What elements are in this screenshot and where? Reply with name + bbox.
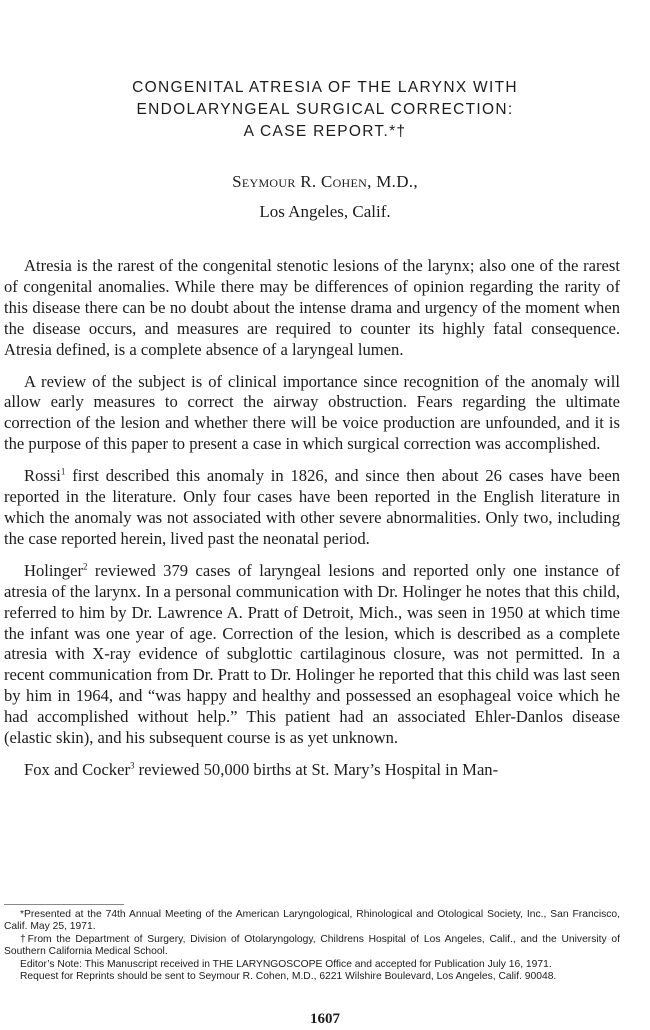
reference-marker: 3 — [130, 760, 135, 771]
cited-author: Holinger — [24, 560, 83, 580]
cited-author: Rossi — [24, 466, 61, 486]
paragraph-2: A review of the subject is of clinical importance since recognition of the anomaly will allow early measures to correct the airway obstruction. Fears regarding the ultimate correction of the lesion and whether there will be voice production are unfounded, and it is the purpose of this paper to present a case in which surgical correction was accomplished. — [4, 371, 620, 454]
author-degree: , M.D., — [367, 172, 418, 191]
footnote-divider — [4, 904, 124, 905]
author-location: Los Angeles, Calif. — [259, 202, 391, 221]
paragraph-text: reviewed 50,000 births at St. Mary’s Hospital in Man- — [134, 759, 499, 779]
author-name: Seymour R. Cohen — [232, 172, 368, 191]
article-body — [4, 256, 620, 781]
title-line-2: ENDOLARYNGEAL SURGICAL CORRECTION: — [136, 101, 514, 118]
title-line-3: A CASE REPORT.*† — [243, 123, 407, 140]
title-line-1: CONGENITAL ATRESIA OF THE LARYNX WITH — [132, 79, 518, 96]
paragraph-1: Atresia is the rarest of the congenital stenotic lesions of the larynx; also one of the rarest of congenital anomalies. While there may be differences of opinion regarding the rarity of this disease there can be no doubt about the intense drama and urgency of the moment when the disease occurs, and measures are required to counter its highly fatal consequence. Atresia defined, is a complete absence of a laryngeal lumen. — [4, 256, 620, 359]
paragraph-3 — [4, 466, 620, 550]
footnote-reprints: Request for Reprints should be sent to Seymour R. Cohen, M.D., 6221 Wilshire Boulevard, Los Angeles, Calif. 90048. — [20, 971, 557, 983]
reference-marker: 2 — [83, 561, 88, 572]
page-number: 1607 — [310, 1011, 340, 1027]
reference-marker: 1 — [60, 466, 66, 477]
article-title — [0, 77, 650, 143]
author-line — [0, 172, 650, 192]
footnote-affiliation: †From the Department of Surgery, Division of Otolaryngology, Childrens Hospital of Los Angeles, Calif., and the University of Southern California Medical School. — [4, 933, 620, 958]
paragraph-4 — [4, 561, 620, 749]
footnotes — [4, 909, 620, 983]
footnote-editor-note: Editor’s Note: This Manuscript received in THE LARYNGOSCOPE Office and accepted for Publication July 16, 1971. — [20, 958, 552, 970]
cited-author: Fox and Cocker — [24, 759, 130, 779]
paragraph-text: reviewed 379 cases of laryngeal lesions and reported only one instance of atresia of the larynx. In a personal communication with Dr. Holinger he notes that this child, referred to him by Dr. Lawrence A. Pratt of Detroit, Mich., was seen in 1950 at which time the infant was one year of age. Correction of the lesion, which is described as a complete atresia with X-ray evidence of subglottic cartilaginous closure, was not permitted. In a recent communication from Dr. Pratt to Dr. Holinger he reported that this child was last seen by him in 1964, and “was happy and healthy and possessed an esophageal voice which he had accomplished without help.” This patient had an associated Ehler-Danlos disease (elastic skin), and his subsequent course is as yet unknown. — [4, 560, 620, 748]
paragraph-text: first described this anomaly in 1826, and since then about 26 cases have been reported in the literature. Only four cases have been reported in the English literature in which the anomaly was not associated with other severe abnormalities. Only two, including the case reported herein, lived past the neonatal period. — [4, 466, 620, 548]
paragraph-5 — [4, 760, 620, 781]
footnote-presented: *Presented at the 74th Annual Meeting of the American Laryngological, Rhinological and Otological Society, Inc., San Francisco, Calif. May 25, 1971. — [4, 909, 620, 933]
